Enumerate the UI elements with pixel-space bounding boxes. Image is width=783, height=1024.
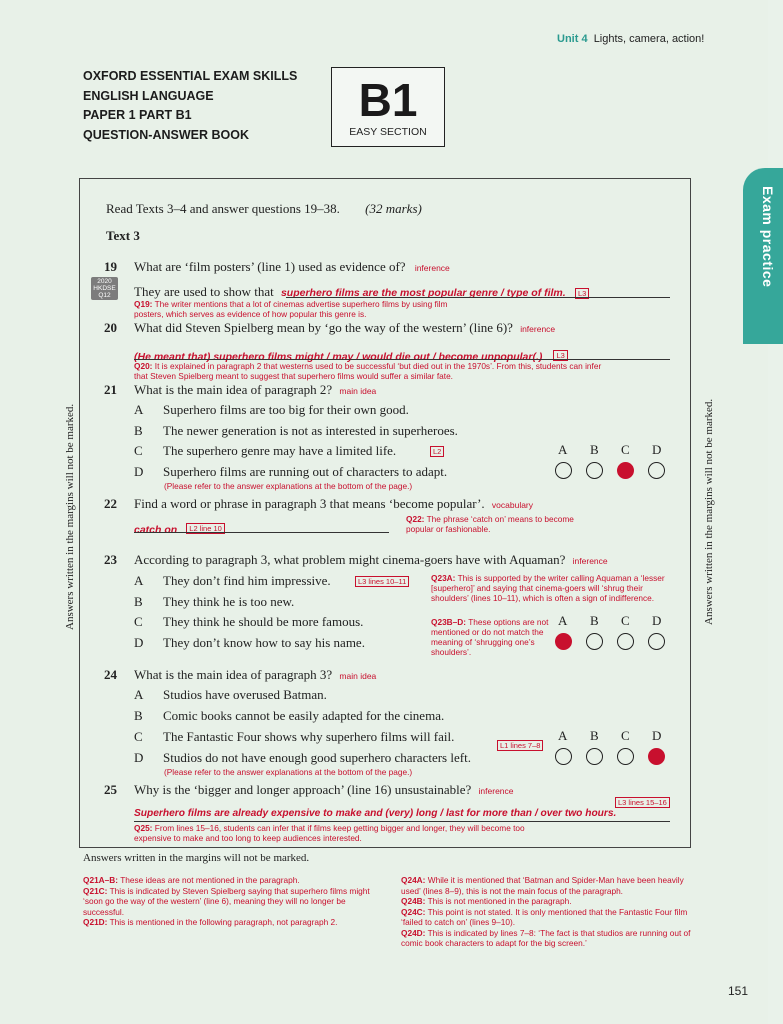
answer-prefix: They are used to show that	[134, 284, 274, 299]
option-row	[134, 402, 494, 422]
answer-line	[134, 532, 389, 533]
question-number: 24	[104, 667, 117, 682]
footer-note-label: Q24A:	[401, 875, 426, 885]
bubble-a[interactable]	[555, 462, 572, 479]
option-text: Superhero films are too big for their own good.	[163, 402, 409, 417]
question-number: 20	[104, 320, 117, 335]
footer-note-text: While it is mentioned that ‘Batman and Spider-Man have been heavily used’ (lines 8–9), this is not the main focus of the paragraph.	[401, 875, 684, 896]
note-label: Q22:	[406, 514, 425, 524]
note-label: Q19:	[134, 299, 153, 309]
question-text	[134, 782, 514, 798]
bubble-label: A	[558, 613, 568, 628]
question-prompt: Find a word or phrase in paragraph 3 that means ‘become popular’.	[134, 496, 485, 511]
note-label: Q23B–D:	[431, 617, 467, 627]
footer-note-label: Q24B:	[401, 896, 426, 906]
option-letter: A	[134, 573, 144, 588]
option-text: They don’t find him impressive.	[163, 573, 331, 588]
footer-note-text: These ideas are not mentioned in the paragraph.	[120, 875, 300, 885]
option-text: The superhero genre may have a limited life.	[163, 443, 397, 458]
question-number: 21	[104, 382, 117, 397]
answer-text[interactable]: Superhero films are already expensive to make and (very) long / last for more than / over two hours.	[134, 808, 617, 819]
option-text: They think he is too new.	[163, 594, 295, 609]
instructions	[106, 201, 422, 217]
footer-note-text: This is indicated by Steven Spielberg saying that superhero films might ‘soon go the way of the western’ (line 6), meaning they will no longer be successful.	[83, 885, 370, 917]
question-text	[134, 667, 376, 683]
page-number: 151	[728, 984, 749, 998]
note-text: The writer mentions that a lot of cinemas advertise superhero films by using film posters, which serves as evidence of how popular this genre is.	[134, 299, 448, 319]
option-letter: D	[134, 635, 144, 650]
answer-bubbles	[554, 442, 674, 482]
book-title-line: PAPER 1 PART B1	[83, 108, 192, 122]
note-text: From lines 15–16, students can infer that if films keep getting bigger and longer, they will become too expensive to make and too long to keep audiences interested.	[134, 823, 525, 843]
explanation-note	[406, 514, 586, 534]
bubble-c-selected[interactable]	[617, 462, 634, 479]
footer-note-label: Q24D:	[401, 927, 426, 938]
question-tag: inference	[572, 556, 608, 566]
bubble-label: A	[558, 442, 568, 457]
option-row	[134, 423, 514, 443]
option-row	[134, 594, 414, 614]
unit-label: Unit 4	[557, 33, 588, 45]
bubble-label: C	[621, 728, 630, 743]
answer-text[interactable]: (He meant that) superhero films might / may / would die out / become unpopular(.)	[134, 351, 543, 363]
option-row	[134, 729, 514, 749]
footer-note-text: This is not mentioned in the paragraph.	[427, 896, 572, 906]
option-row	[134, 687, 434, 707]
question-prompt: According to paragraph 3, what problem might cinema-goers have with Aquaman?	[134, 552, 566, 567]
option-letter: B	[134, 594, 143, 609]
line-reference: L2	[430, 446, 444, 457]
line-reference: L2 line 10	[186, 523, 225, 534]
unit-header	[557, 33, 704, 45]
bubble-label: B	[590, 442, 599, 457]
text-heading: Text 3	[106, 228, 140, 243]
footer-explanations-right	[401, 875, 701, 949]
option-text: Studios do not have enough good superhero characters left.	[163, 750, 471, 765]
question-text	[134, 320, 555, 336]
note-label: Q20:	[134, 361, 153, 371]
bubble-b[interactable]	[586, 633, 603, 650]
explanation-note	[134, 823, 534, 843]
level-label: EASY SECTION	[349, 126, 427, 138]
option-row	[134, 614, 414, 634]
answer-line	[286, 297, 670, 298]
answer-text[interactable]: catch on	[134, 524, 178, 536]
level-code: B1	[358, 74, 418, 126]
bubble-label: B	[590, 728, 599, 743]
dse-exam: HKDSE	[93, 285, 116, 292]
answer-text[interactable]: superhero films are the most popular genre / type of film.	[280, 287, 566, 299]
footer-margin-note: Answers written in the margins will not be marked.	[83, 852, 310, 864]
bubble-d[interactable]	[648, 462, 665, 479]
footer-explanations-left	[83, 875, 388, 928]
question-tag: inference	[414, 263, 450, 273]
answer-line	[134, 359, 670, 360]
bubble-d-selected[interactable]	[648, 748, 665, 765]
explanation-note: (Please refer to the answer explanations at the bottom of the page.)	[164, 481, 413, 491]
note-label: Q25:	[134, 823, 153, 833]
question-text	[134, 552, 608, 568]
option-row	[134, 635, 414, 655]
option-row	[134, 573, 424, 593]
bubble-b[interactable]	[586, 462, 603, 479]
option-text: Comic books cannot be easily adapted for the cinema.	[163, 708, 445, 723]
note-text: This is supported by the writer calling Aquaman a ‘lesser [superhero]’ and saying that cinema-goers will ‘shrug their shoulders’ (lines 10–11), which is often a sign of indifference.	[431, 573, 665, 603]
note-text: The phrase ‘catch on’ means to become popular or fashionable.	[406, 514, 574, 534]
option-letter: B	[134, 423, 143, 438]
answer-line	[134, 821, 670, 822]
option-text: Superhero films are running out of characters to adapt.	[163, 464, 448, 479]
footer-note-label: Q21D:	[83, 917, 108, 927]
bubble-label: D	[652, 613, 662, 628]
explanation-note	[431, 573, 681, 603]
option-row	[134, 708, 494, 728]
question-tag: inference	[478, 786, 514, 796]
level-box	[331, 67, 445, 147]
question-tag: vocabulary	[491, 500, 534, 510]
note-text: These options are not mentioned or do not match the meaning of ‘shrugging one’s shoulders’.	[431, 617, 549, 657]
question-number: 23	[104, 552, 117, 567]
bubble-label: A	[558, 728, 568, 743]
footer-note	[83, 917, 388, 928]
footer-note-text: This is indicated by lines 7–8: ‘The fact is that studios are running out of comic book characters to adapt for the big screen.’	[401, 927, 691, 948]
footer-note	[401, 928, 701, 949]
bubble-label: B	[590, 613, 599, 628]
margin-note-right: Answers written in the margins will not be marked.	[703, 398, 715, 625]
answer-bubbles	[554, 613, 674, 653]
side-tab-label: Exam practice	[760, 186, 776, 288]
bubble-c[interactable]	[617, 633, 634, 650]
question-number: 25	[104, 782, 117, 797]
question-text	[134, 259, 450, 275]
answer-bubbles	[554, 728, 674, 768]
option-letter: B	[134, 708, 143, 723]
option-letter: C	[134, 443, 143, 458]
line-reference: L3	[553, 350, 567, 361]
option-text: The Fantastic Four shows why superhero films will fail.	[163, 729, 455, 744]
line-reference: L3	[575, 288, 589, 299]
question-prompt: What is the main idea of paragraph 2?	[134, 382, 333, 397]
note-label: Q23A:	[431, 573, 456, 583]
option-text: Studios have overused Batman.	[163, 687, 327, 702]
footer-note-text: This point is not stated. It is only mentioned that the Fantastic Four film ‘failed to catch on’ (lines 9–10).	[401, 906, 688, 927]
footer-note	[401, 907, 701, 928]
line-reference: L3 lines 10–11	[355, 576, 409, 587]
footer-note	[401, 896, 701, 907]
option-letter: C	[134, 614, 143, 629]
dse-question: Q12	[98, 292, 111, 299]
option-letter: D	[134, 750, 144, 765]
explanation-note: (Please refer to the answer explanations at the bottom of the page.)	[164, 767, 413, 777]
footer-note-label: Q21C:	[83, 885, 108, 896]
question-prompt: Why is the ‘bigger and longer approach’ (line 16) unsustainable?	[134, 782, 472, 797]
option-letter: D	[134, 464, 144, 479]
dse-year: 2020	[97, 278, 112, 285]
question-number: 22	[104, 496, 117, 511]
explanation-note	[431, 617, 553, 657]
explanation-note	[134, 299, 464, 319]
footer-note	[83, 875, 388, 886]
bubble-c[interactable]	[617, 748, 634, 765]
question-tag: inference	[520, 324, 556, 334]
question-number: 19	[104, 259, 117, 274]
margin-note-left: Answers written in the margins will not be marked.	[64, 403, 76, 630]
line-reference: L3 lines 15–16	[615, 797, 670, 808]
footer-note-label: Q21A–B:	[83, 875, 119, 885]
question-text	[134, 382, 376, 398]
bubble-label: D	[652, 728, 662, 743]
question-tag: main idea	[339, 386, 377, 396]
bubble-a[interactable]	[555, 748, 572, 765]
bubble-a-selected[interactable]	[555, 633, 572, 650]
footer-note-text: This is mentioned in the following paragraph, not paragraph 2.	[109, 917, 338, 927]
option-text: They think he should be more famous.	[163, 614, 364, 629]
question-tag: main idea	[339, 671, 377, 681]
question-prompt: What is the main idea of paragraph 3?	[134, 667, 333, 682]
line-reference: L1 lines 7–8	[497, 740, 543, 751]
footer-note-label: Q24C:	[401, 906, 426, 917]
footer-note	[401, 875, 701, 896]
dse-badge	[91, 277, 118, 300]
instructions-marks: (32 marks)	[365, 201, 422, 216]
question-text	[134, 496, 533, 512]
bubble-d[interactable]	[648, 633, 665, 650]
book-title-line: ENGLISH LANGUAGE	[83, 88, 214, 103]
bubble-label: C	[621, 613, 630, 628]
instructions-text: Read Texts 3–4 and answer questions 19–38.	[106, 201, 340, 216]
option-text: The newer generation is not as interested in superheroes.	[163, 423, 458, 438]
option-row	[134, 443, 474, 463]
option-letter: C	[134, 729, 143, 744]
option-letter: A	[134, 402, 144, 417]
option-letter: A	[134, 687, 144, 702]
book-title-line: OXFORD ESSENTIAL EXAM SKILLS	[83, 69, 298, 83]
explanation-note	[134, 361, 604, 381]
note-text: It is explained in paragraph 2 that westerns used to be successful ‘but died out in the 1970s’. From this, students can infer that Steven Spielberg meant to suggest that superhero films would suffer a similar fate.	[134, 361, 602, 381]
book-title-block	[83, 67, 297, 145]
footer-note	[83, 886, 388, 918]
bubble-b[interactable]	[586, 748, 603, 765]
answer-row	[134, 518, 225, 537]
book-title-line: QUESTION-ANSWER BOOK	[83, 127, 249, 142]
question-prompt: What did Steven Spielberg mean by ‘go the way of the western’ (line 6)?	[134, 320, 513, 335]
bubble-label: C	[621, 442, 630, 457]
unit-title: Lights, camera, action!	[593, 33, 705, 45]
option-text: They don’t know how to say his name.	[163, 635, 365, 650]
question-prompt: What are ‘film posters’ (line 1) used as evidence of?	[134, 259, 406, 274]
bubble-label: D	[652, 442, 662, 457]
